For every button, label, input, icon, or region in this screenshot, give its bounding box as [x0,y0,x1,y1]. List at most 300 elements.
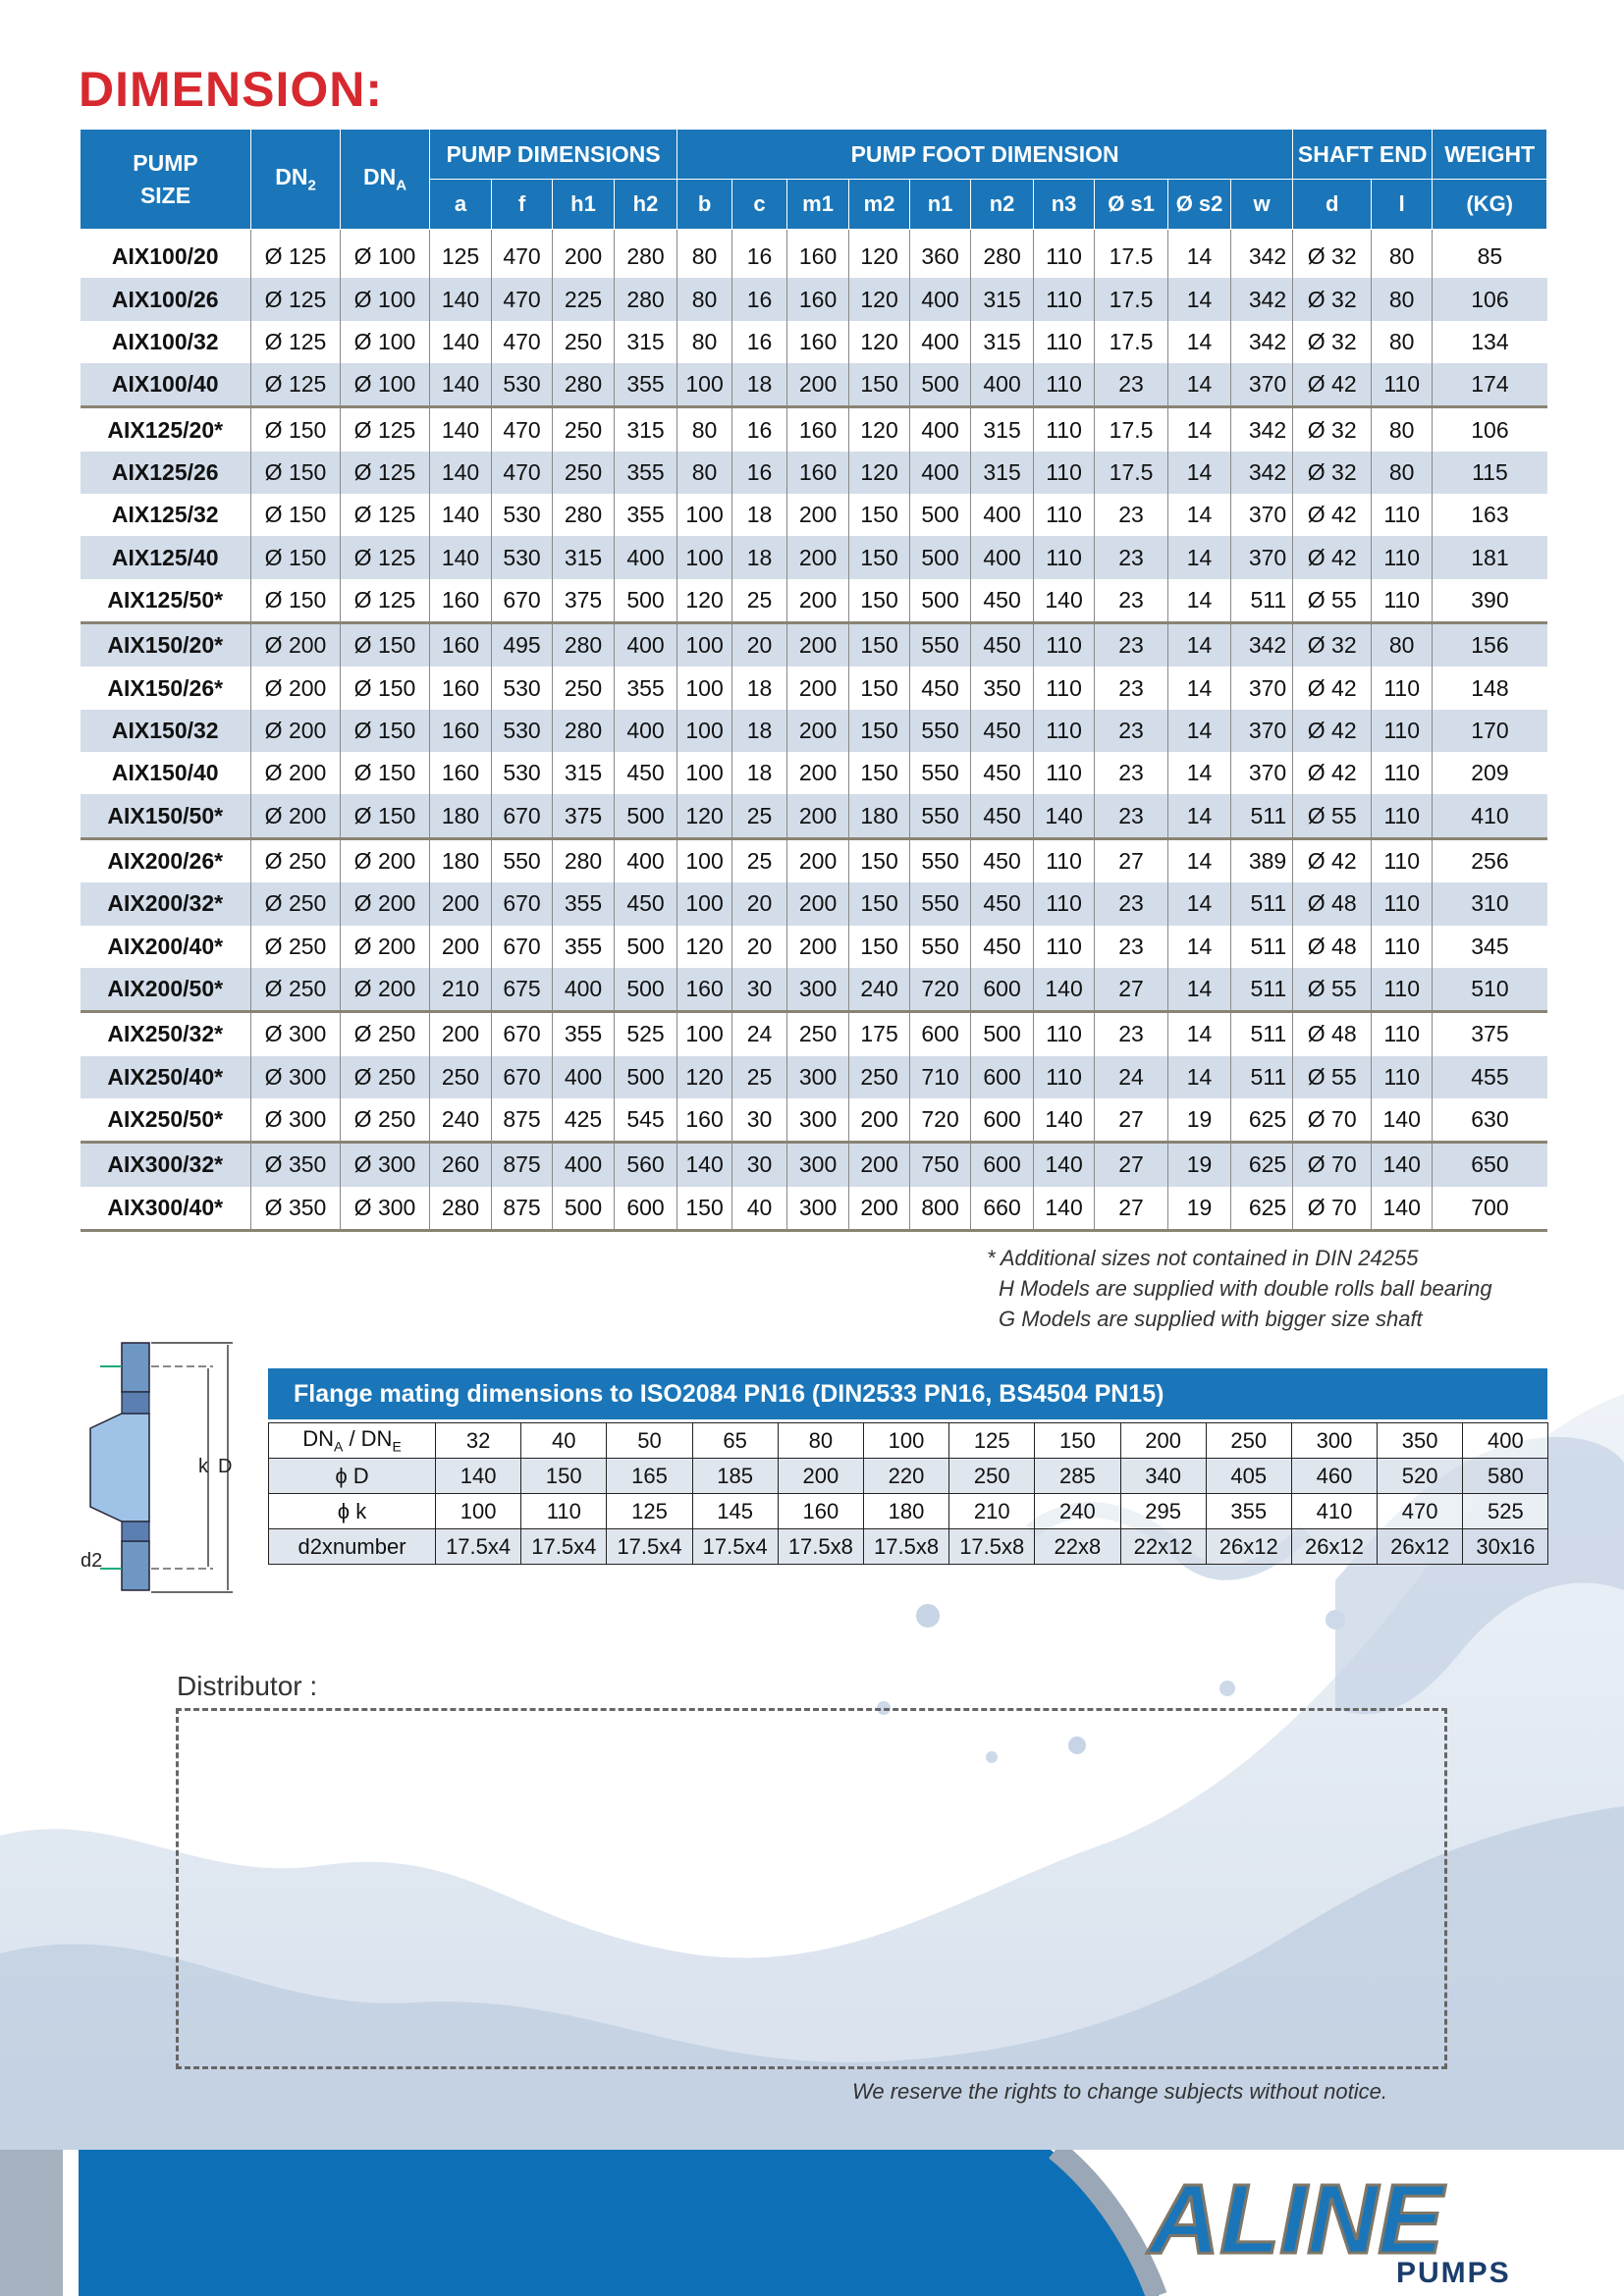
table-cell: 24 [1095,1056,1168,1098]
table-cell: 250 [553,452,615,494]
subheader-11: Ø s1 [1095,180,1168,230]
table-cell: Ø 150 [251,494,341,536]
table-cell: 23 [1095,882,1168,925]
table-cell: 150 [849,494,910,536]
table-notes [987,1243,1492,1334]
logo-sub-text: PUMPS [1396,2257,1511,2289]
table-cell: Ø 70 [1293,1098,1372,1143]
table-cell: 23 [1095,494,1168,536]
table-cell: 240 [849,968,910,1012]
table-cell: 16 [732,407,787,452]
table-cell: 450 [971,752,1034,794]
table-cell: Ø 100 [341,230,430,279]
table-row [81,1056,1547,1098]
table-cell: 670 [492,794,553,838]
table-cell: 163 [1433,494,1547,536]
table-cell: 550 [910,710,971,752]
table-cell: 511 [1231,1012,1293,1056]
table-cell: 200 [787,363,849,407]
table-cell: Ø 55 [1293,1056,1372,1098]
flange-cell: 22x12 [1120,1529,1206,1565]
table-cell: 120 [677,579,732,623]
table-cell: 300 [787,1056,849,1098]
flange-cell: 520 [1378,1459,1463,1494]
table-cell: 25 [732,579,787,623]
table-cell: 530 [492,363,553,407]
table-cell: 100 [677,494,732,536]
table-cell: Ø 250 [341,1012,430,1056]
table-cell: Ø 125 [341,494,430,536]
table-cell: Ø 250 [341,1098,430,1143]
table-cell: Ø 150 [251,452,341,494]
subheader-5: c [732,180,787,230]
flange-cell: 355 [1206,1494,1291,1529]
table-cell: Ø 150 [251,407,341,452]
pump-size-cell: AIX125/20* [81,407,251,452]
table-cell: 23 [1095,752,1168,794]
table-cell: 110 [1034,926,1095,968]
table-cell: 80 [677,407,732,452]
flange-header-cell: 32 [436,1423,521,1459]
table-cell: 342 [1231,321,1293,363]
table-cell: Ø 150 [341,794,430,838]
table-cell: 600 [971,1143,1034,1187]
pump-size-cell: AIX100/26 [81,278,251,320]
table-cell: 400 [910,278,971,320]
table-cell: 150 [849,579,910,623]
table-cell: 370 [1231,710,1293,752]
table-cell: 150 [849,882,910,925]
table-cell: 550 [910,882,971,925]
pump-size-cell: AIX250/32* [81,1012,251,1056]
table-cell: 110 [1372,536,1433,578]
table-cell: 200 [787,710,849,752]
table-cell: 560 [615,1143,677,1187]
table-cell: 160 [787,321,849,363]
flange-row-label: ϕ D [269,1459,436,1494]
table-cell: 545 [615,1098,677,1143]
table-cell: 120 [677,926,732,968]
table-cell: 160 [430,667,492,709]
table-cell: Ø 150 [341,623,430,667]
table-cell: 110 [1034,452,1095,494]
table-cell: Ø 32 [1293,623,1372,667]
table-cell: 875 [492,1143,553,1187]
table-cell: 511 [1231,882,1293,925]
table-cell: Ø 250 [251,838,341,882]
table-cell: 370 [1231,667,1293,709]
table-cell: 16 [732,452,787,494]
table-cell: 200 [787,579,849,623]
table-cell: 14 [1168,321,1231,363]
table-cell: 400 [553,1056,615,1098]
table-cell: 400 [615,838,677,882]
table-row [81,407,1547,452]
table-cell: 18 [732,494,787,536]
table-cell: 600 [971,1056,1034,1098]
pump-size-cell: AIX150/20* [81,623,251,667]
table-cell: 345 [1433,926,1547,968]
flange-header-cell: 400 [1463,1423,1548,1459]
table-cell: 200 [787,926,849,968]
flange-header-cell: 100 [863,1423,948,1459]
table-cell: 400 [971,363,1034,407]
table-cell: Ø 48 [1293,882,1372,925]
table-cell: 370 [1231,752,1293,794]
table-cell: 450 [971,579,1034,623]
note-h-models: H Models are supplied with double rolls ball bearing [999,1276,1492,1301]
table-cell: 355 [615,494,677,536]
flange-cell: 140 [436,1459,521,1494]
table-cell: 670 [492,882,553,925]
table-cell: 355 [615,363,677,407]
table-cell: 110 [1372,494,1433,536]
table-cell: 14 [1168,926,1231,968]
table-cell: 150 [849,363,910,407]
table-cell: 17.5 [1095,321,1168,363]
table-cell: 14 [1168,278,1231,320]
table-cell: Ø 200 [341,968,430,1012]
table-cell: 160 [430,579,492,623]
pump-size-cell: AIX200/40* [81,926,251,968]
table-cell: 470 [492,230,553,279]
pump-size-cell: AIX150/26* [81,667,251,709]
pump-size-cell: AIX150/32 [81,710,251,752]
table-cell: 30 [732,1098,787,1143]
table-cell: Ø 48 [1293,1012,1372,1056]
table-cell: 110 [1372,363,1433,407]
table-cell: 160 [787,407,849,452]
flange-row [269,1459,1548,1494]
flange-cell: 460 [1291,1459,1377,1494]
table-cell: Ø 250 [251,882,341,925]
table-cell: 16 [732,278,787,320]
table-cell: 670 [492,1056,553,1098]
flange-cell: 285 [1035,1459,1120,1494]
subheader-8: n1 [910,180,971,230]
table-cell: 110 [1034,1012,1095,1056]
table-cell: Ø 55 [1293,794,1372,838]
table-cell: 140 [430,278,492,320]
table-cell: 511 [1231,926,1293,968]
table-cell: 500 [615,968,677,1012]
table-cell: 315 [971,321,1034,363]
flange-cell: 580 [1463,1459,1548,1494]
subheader-0: a [430,180,492,230]
table-cell: 450 [615,752,677,794]
table-cell: 355 [553,926,615,968]
table-cell: 23 [1095,667,1168,709]
table-cell: Ø 48 [1293,926,1372,968]
table-cell: 140 [430,536,492,578]
table-cell: 140 [430,452,492,494]
flange-cell: 145 [692,1494,778,1529]
flange-header-label: $DN_A / DN_E$ [269,1423,436,1459]
flange-cell: 17.5x4 [436,1529,521,1565]
table-cell: 500 [553,1187,615,1231]
table-row [81,710,1547,752]
diagram-label-d2: d2 [81,1550,103,1572]
table-row [81,579,1547,623]
table-cell: 355 [615,667,677,709]
table-cell: 115 [1433,452,1547,494]
table-cell: 27 [1095,1143,1168,1187]
table-cell: 250 [553,321,615,363]
table-cell: Ø 300 [251,1056,341,1098]
flange-cell: 160 [778,1494,863,1529]
subheader-4: b [677,180,732,230]
table-cell: Ø 125 [251,278,341,320]
table-cell: 375 [553,794,615,838]
table-cell: 14 [1168,968,1231,1012]
subheader-13: w [1231,180,1293,230]
table-cell: 800 [910,1187,971,1231]
flange-row [269,1494,1548,1529]
subheader-15: l [1372,180,1433,230]
table-cell: 200 [849,1143,910,1187]
table-cell: 17.5 [1095,407,1168,452]
flange-cell: 240 [1035,1494,1120,1529]
table-cell: 23 [1095,1012,1168,1056]
table-cell: 530 [492,667,553,709]
table-cell: Ø 42 [1293,838,1372,882]
table-cell: 600 [971,968,1034,1012]
table-cell: Ø 150 [341,710,430,752]
table-cell: 100 [677,623,732,667]
table-cell: 150 [849,926,910,968]
table-cell: 110 [1034,667,1095,709]
table-cell: 110 [1034,838,1095,882]
table-cell: 120 [849,230,910,279]
table-cell: 600 [971,1098,1034,1143]
table-cell: 140 [430,363,492,407]
table-cell: 700 [1433,1187,1547,1231]
table-cell: Ø 42 [1293,494,1372,536]
table-cell: 110 [1034,1056,1095,1098]
table-cell: 500 [910,536,971,578]
table-cell: 148 [1433,667,1547,709]
table-cell: 360 [910,230,971,279]
table-cell: 355 [615,452,677,494]
table-cell: 30 [732,968,787,1012]
table-cell: 315 [553,536,615,578]
table-cell: Ø 300 [251,1012,341,1056]
table-cell: 181 [1433,536,1547,578]
table-cell: 660 [971,1187,1034,1231]
table-cell: 110 [1034,882,1095,925]
table-cell: 200 [849,1098,910,1143]
table-cell: 14 [1168,710,1231,752]
table-cell: 19 [1168,1098,1231,1143]
table-cell: Ø 32 [1293,230,1372,279]
table-row [81,363,1547,407]
table-cell: 110 [1034,752,1095,794]
flange-header-cell: 80 [778,1423,863,1459]
table-cell: 160 [787,278,849,320]
table-cell: 400 [553,1143,615,1187]
table-cell: 600 [910,1012,971,1056]
table-cell: 500 [910,494,971,536]
table-row [81,278,1547,320]
table-cell: Ø 350 [251,1187,341,1231]
table-cell: 140 [1034,968,1095,1012]
table-cell: 14 [1168,536,1231,578]
note-additional-sizes: * Additional sizes not contained in DIN 24255 [987,1246,1419,1270]
table-cell: 209 [1433,752,1547,794]
table-cell: Ø 55 [1293,968,1372,1012]
table-cell: 14 [1168,794,1231,838]
table-cell: 18 [732,363,787,407]
table-cell: 100 [677,710,732,752]
table-cell: 280 [553,623,615,667]
table-cell: Ø 200 [251,667,341,709]
table-cell: 200 [787,838,849,882]
flange-row-label: ϕ k [269,1494,436,1529]
table-cell: 240 [430,1098,492,1143]
table-cell: 110 [1034,363,1095,407]
table-cell: 18 [732,667,787,709]
table-cell: 160 [677,968,732,1012]
table-cell: 23 [1095,926,1168,968]
table-cell: 100 [677,752,732,794]
table-cell: 315 [971,278,1034,320]
table-cell: 750 [910,1143,971,1187]
flange-cell: 180 [863,1494,948,1529]
table-cell: 80 [677,321,732,363]
table-cell: Ø 125 [341,407,430,452]
table-cell: 450 [615,882,677,925]
table-cell: 125 [430,230,492,279]
table-cell: 500 [615,579,677,623]
header-pump-foot-dimension: PUMP FOOT DIMENSION [677,130,1293,180]
table-cell: Ø 200 [341,882,430,925]
table-cell: 400 [971,494,1034,536]
subheader-7: m2 [849,180,910,230]
table-cell: 511 [1231,1056,1293,1098]
header-weight-unit: (KG) [1433,180,1547,230]
table-cell: Ø 250 [251,968,341,1012]
table-cell: 24 [732,1012,787,1056]
table-cell: 110 [1372,579,1433,623]
flange-cell: 17.5x8 [778,1529,863,1565]
flange-header-cell: 250 [1206,1423,1291,1459]
flange-header-cell: 65 [692,1423,778,1459]
table-cell: 80 [1372,230,1433,279]
table-cell: 140 [430,407,492,452]
pump-size-cell: AIX200/32* [81,882,251,925]
distributor-box [176,1708,1447,2069]
table-cell: 110 [1034,321,1095,363]
flange-cell: 100 [436,1494,521,1529]
table-cell: 150 [849,536,910,578]
pump-size-cell: AIX100/32 [81,321,251,363]
table-cell: 280 [615,278,677,320]
table-cell: 300 [787,1098,849,1143]
table-cell: 370 [1231,363,1293,407]
table-cell: 110 [1372,926,1433,968]
table-cell: 450 [971,794,1034,838]
flange-cell: 525 [1463,1494,1548,1529]
table-cell: 140 [1034,579,1095,623]
pump-size-cell: AIX150/50* [81,794,251,838]
table-cell: 19 [1168,1187,1231,1231]
table-cell: 200 [787,794,849,838]
table-cell: 350 [971,667,1034,709]
table-cell: 110 [1034,536,1095,578]
table-cell: 160 [430,623,492,667]
table-cell: 280 [553,363,615,407]
table-cell: 106 [1433,407,1547,452]
table-cell: 670 [492,1012,553,1056]
table-cell: 315 [971,407,1034,452]
table-cell: 300 [787,968,849,1012]
table-cell: 160 [677,1098,732,1143]
table-cell: 315 [615,407,677,452]
table-cell: 400 [615,710,677,752]
table-cell: 110 [1372,794,1433,838]
table-cell: 100 [677,667,732,709]
table-cell: 315 [615,321,677,363]
flange-cell: 17.5x4 [607,1529,692,1565]
table-cell: 500 [910,579,971,623]
table-cell: 550 [910,926,971,968]
table-cell: Ø 125 [341,536,430,578]
header-weight: WEIGHT [1433,130,1547,180]
table-cell: 470 [492,321,553,363]
table-cell: Ø 125 [341,579,430,623]
table-cell: 18 [732,710,787,752]
table-cell: 250 [787,1012,849,1056]
table-cell: 14 [1168,407,1231,452]
flange-header-cell: 200 [1120,1423,1206,1459]
table-cell: 110 [1372,882,1433,925]
table-cell: 18 [732,536,787,578]
flange-cell: 295 [1120,1494,1206,1529]
table-cell: 315 [971,452,1034,494]
table-row [81,882,1547,925]
table-cell: Ø 125 [251,230,341,279]
table-cell: 500 [615,926,677,968]
table-cell: Ø 70 [1293,1187,1372,1231]
table-cell: 550 [910,752,971,794]
table-cell: 180 [849,794,910,838]
table-cell: 630 [1433,1098,1547,1143]
table-cell: 530 [492,710,553,752]
table-row [81,230,1547,279]
table-cell: Ø 150 [341,667,430,709]
table-cell: 250 [553,407,615,452]
table-cell: 110 [1372,838,1433,882]
table-cell: 100 [677,838,732,882]
table-cell: 342 [1231,230,1293,279]
table-cell: 110 [1034,407,1095,452]
header-dn2: $DN_2$ [251,130,341,230]
table-row [81,794,1547,838]
flange-cell: 17.5x4 [521,1529,607,1565]
table-cell: 355 [553,1012,615,1056]
table-cell: 27 [1095,1187,1168,1231]
pump-size-cell: AIX200/50* [81,968,251,1012]
table-row [81,926,1547,968]
table-cell: 200 [849,1187,910,1231]
table-cell: 110 [1034,494,1095,536]
table-row [81,623,1547,667]
note-g-models: G Models are supplied with bigger size shaft [999,1307,1423,1331]
table-cell: 650 [1433,1143,1547,1187]
flange-cell: 210 [949,1494,1035,1529]
table-cell: Ø 200 [251,710,341,752]
table-cell: 400 [910,407,971,452]
